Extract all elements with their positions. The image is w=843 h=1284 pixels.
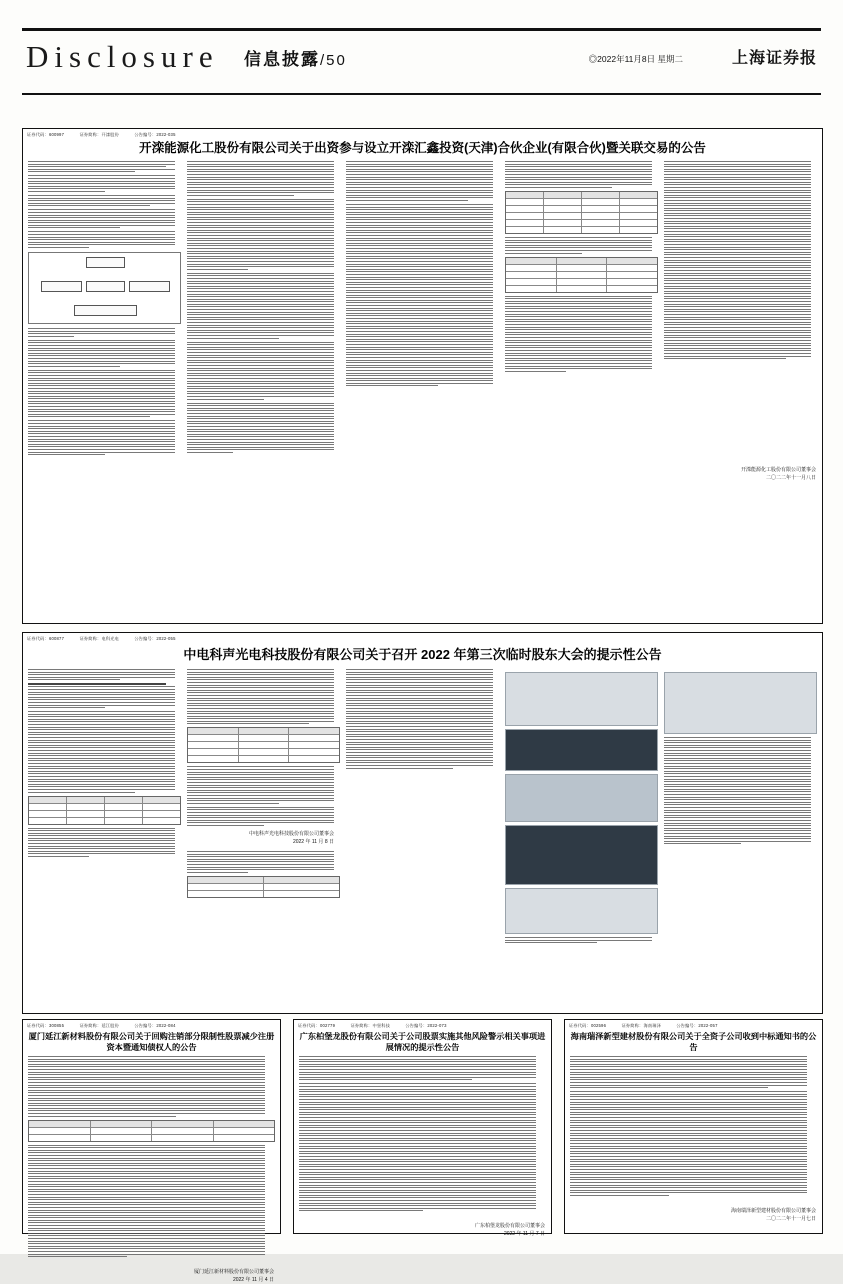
proposal-table — [187, 727, 340, 763]
voting-screenshot-1 — [505, 672, 658, 726]
article-2-columns — [23, 669, 822, 950]
data-table — [505, 191, 658, 234]
article-1 — [22, 128, 823, 624]
column — [664, 669, 817, 946]
signature-line: 厦门延江新材料股份有限公司董事会 — [193, 1269, 274, 1276]
article-5 — [564, 1019, 823, 1234]
code-item: 证券代码：600877 — [27, 636, 65, 641]
code-item: 证券简称：海南瑞泽 — [621, 1023, 661, 1028]
code-item: 公告编号：2022-055 — [134, 636, 176, 641]
masthead-page-label: /50 — [320, 52, 347, 69]
column — [187, 669, 340, 946]
article-1-codes — [27, 132, 822, 138]
masthead-paper-name: 上海证券报 — [731, 50, 817, 67]
voting-screenshot-4 — [505, 825, 658, 885]
code-item: 证券简称：延江股份 — [79, 1023, 119, 1028]
signature-line: 2022 年 11 月 4 日 — [232, 1277, 274, 1284]
voting-screenshot-3 — [505, 774, 658, 822]
structure-diagram — [28, 252, 181, 324]
code-item: 公告编号：2022-035 — [134, 132, 176, 137]
article-5-codes — [569, 1023, 822, 1029]
column — [505, 161, 658, 458]
voting-screenshot-6 — [664, 672, 817, 734]
article-4-signature — [294, 1222, 545, 1238]
code-item: 证券代码：300855 — [27, 1023, 65, 1028]
column — [570, 1056, 817, 1199]
column — [346, 161, 499, 458]
voting-screenshot-5 — [505, 888, 658, 934]
article-5-columns — [565, 1056, 822, 1203]
article-2 — [22, 632, 823, 1014]
column — [28, 161, 181, 458]
code-item: 证券代码：002596 — [569, 1023, 607, 1028]
data-table — [505, 257, 658, 293]
attendance-table — [187, 876, 340, 898]
column — [187, 161, 340, 458]
signature-line: 2022 年 11 月 8 日 — [292, 838, 334, 845]
code-item: 公告编号：2022-057 — [676, 1023, 718, 1028]
article-4 — [293, 1019, 552, 1238]
masthead-date: ◎2022年11月8日 星期二 — [588, 54, 683, 64]
column — [28, 669, 181, 946]
masthead-latin-title: Disclosure — [26, 39, 219, 74]
article-3 — [22, 1019, 281, 1284]
article-3-columns — [23, 1056, 280, 1264]
article-5-headline: 海南瑞泽新型建材股份有限公司关于全资子公司收到中标通知书的公告 — [570, 1032, 817, 1052]
article-3-codes — [27, 1023, 280, 1029]
article-1-headline: 开滦能源化工股份有限公司关于出资参与设立开滦汇鑫投资(天津)合伙企业(有限合伙)暨关联交易的公告 — [139, 141, 706, 155]
article-3-headline: 厦门延江新材料股份有限公司关于回购注销部分限制性股票减少注册资本暨通知债权人的公告 — [28, 1032, 275, 1052]
masthead-cn-title — [244, 45, 347, 70]
article-1-columns — [23, 161, 822, 462]
article-2-inline-signature — [187, 830, 334, 846]
column — [346, 669, 499, 946]
signature-line: 海南瑞泽新型建材股份有限公司董事会 — [730, 1207, 816, 1214]
voting-screenshot-2 — [505, 729, 658, 771]
code-item: 证券代码：600997 — [27, 132, 65, 137]
article-4-codes — [298, 1023, 551, 1029]
column — [299, 1056, 546, 1214]
signature-line: 广东柏堡龙股份有限公司董事会 — [474, 1223, 545, 1230]
code-item: 证券简称：电科光电 — [79, 636, 119, 641]
masthead — [22, 28, 821, 95]
column — [664, 161, 817, 458]
code-item: 公告编号：2022-084 — [134, 1023, 176, 1028]
article-3-signature — [23, 1268, 274, 1284]
repurchase-table — [28, 1120, 275, 1142]
meeting-table — [28, 796, 181, 825]
signature-line: 开滦能源化工股份有限公司董事会 — [740, 467, 816, 474]
signature-line: 中电科声光电科技股份有限公司董事会 — [248, 830, 334, 837]
code-item: 公告编号：2022-073 — [405, 1023, 447, 1028]
article-5-signature — [565, 1207, 816, 1223]
column — [28, 1056, 275, 1260]
article-2-codes — [27, 636, 822, 642]
code-item: 证券简称：开滦股份 — [79, 132, 119, 137]
article-4-headline: 广东柏堡龙股份有限公司关于公司股票实施其他风险警示相关事项进展情况的提示性公告 — [299, 1032, 546, 1052]
article-1-signature — [23, 466, 816, 482]
signature-line: 二〇二二年十一月七日 — [765, 1215, 816, 1222]
article-4-columns — [294, 1056, 551, 1218]
masthead-cn-text: 信息披露 — [244, 50, 320, 69]
code-item: 证券代码：002779 — [298, 1023, 336, 1028]
code-item: 证券简称：中坚科技 — [350, 1023, 390, 1028]
signature-line: 2022 年 11 月 7 日 — [503, 1231, 545, 1238]
column-screenshots — [505, 669, 658, 946]
signature-line: 二〇二二年十一月八日 — [765, 475, 816, 482]
article-2-headline: 中电科声光电科技股份有限公司关于召开 2022 年第三次临时股东大会的提示性公告 — [183, 647, 662, 662]
